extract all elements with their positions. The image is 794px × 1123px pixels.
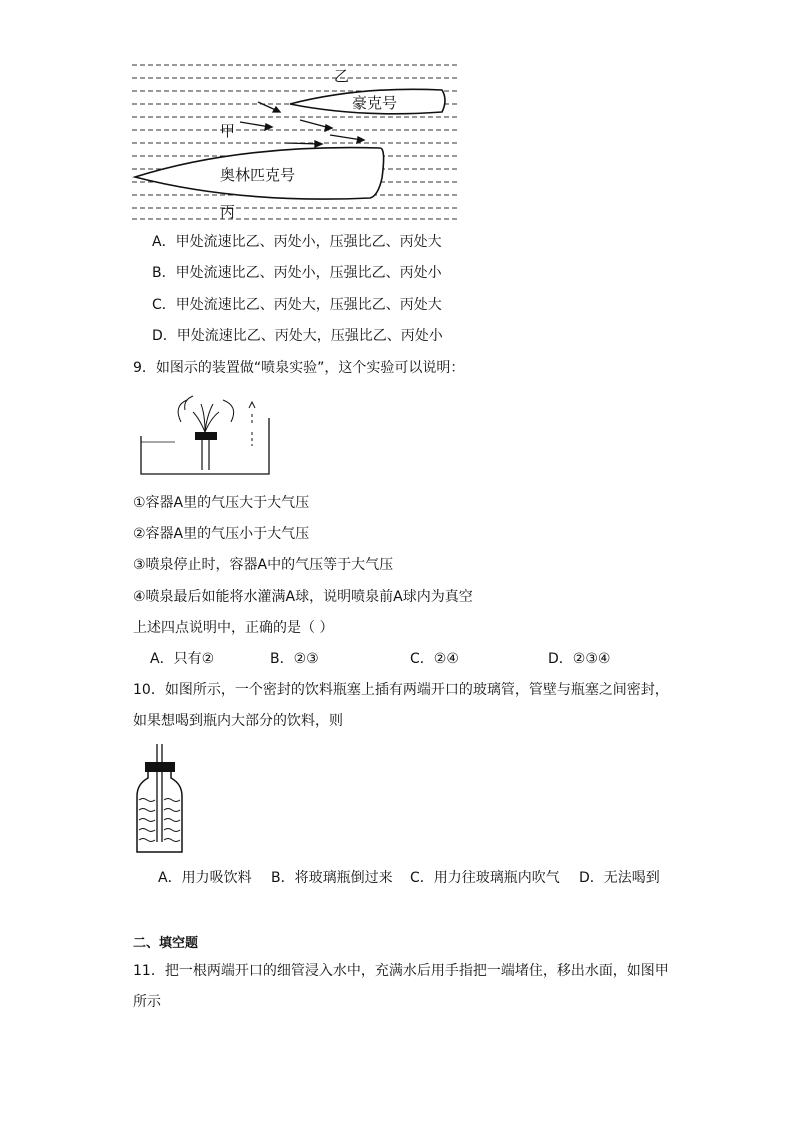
q9-option-d: D．②③④ — [548, 651, 611, 667]
ship-large-label: 奥林匹克号 — [220, 166, 296, 184]
label-yi: 乙 — [334, 67, 350, 85]
ships-figure — [130, 60, 465, 225]
q8-option-b: B．甲处流速比乙、丙处小，压强比乙、丙处小 — [152, 265, 442, 281]
q11-line1: 11．把一根两端开口的细管浸入水中，充满水后用手指把一端堵住，移出水面，如图甲 — [133, 963, 669, 979]
q9-ask: 上述四点说明中，正确的是（ ） — [133, 620, 334, 636]
q9-option-c: C．②④ — [410, 651, 459, 667]
q11-line2: 所示 — [133, 994, 161, 1010]
section-title: 二、填空题 — [133, 936, 199, 951]
ship-small-label: 豪克号 — [352, 94, 398, 112]
label-bing: 丙 — [220, 203, 236, 221]
stopper — [195, 432, 217, 440]
bottle-figure — [130, 742, 190, 857]
height-arrow — [249, 402, 255, 446]
q10-option-b: B．将玻璃瓶倒过来 — [271, 870, 393, 886]
q9-option-b: B．②③ — [270, 651, 319, 667]
q8-option-a: A．甲处流速比乙、丙处小，压强比乙、丙处大 — [152, 234, 442, 250]
q9-option-a: A．只有② — [150, 651, 215, 667]
q10-option-c: C．用力往玻璃瓶内吹气 — [410, 870, 560, 886]
q10-stem-line2: 如果想喝到瓶内大部分的饮料，则 — [133, 713, 343, 729]
q9-statement-3: ③喷泉停止时，容器A中的气压等于大气压 — [133, 557, 394, 573]
q9-stem: 9．如图示的装置做“喷泉实验”，这个实验可以说明： — [133, 360, 465, 376]
q8-option-d: D．甲处流速比乙、丙处大，压强比乙、丙处小 — [152, 328, 443, 344]
q10-option-d: D．无法喝到 — [579, 870, 660, 886]
bottle-body — [137, 772, 182, 852]
q8-option-c: C．甲处流速比乙、丙处大，压强比乙、丙处大 — [152, 297, 442, 313]
bottle-cap — [145, 762, 175, 772]
q9-statement-2: ②容器A里的气压小于大气压 — [133, 526, 310, 542]
fountain-spray — [178, 396, 234, 432]
q9-statement-1: ①容器A里的气压大于大气压 — [133, 495, 310, 511]
q9-statement-4: ④喷泉最后如能将水灌满A球，说明喷泉前A球内为真空 — [133, 589, 473, 605]
label-jia: 甲 — [220, 122, 236, 140]
q10-option-a: A．用力吸饮料 — [158, 870, 252, 886]
q10-stem-line1: 10．如图所示，一个密封的饮料瓶塞上插有两端开口的玻璃管，管壁与瓶塞之间密封， — [133, 682, 669, 698]
fountain-figure — [135, 390, 275, 480]
